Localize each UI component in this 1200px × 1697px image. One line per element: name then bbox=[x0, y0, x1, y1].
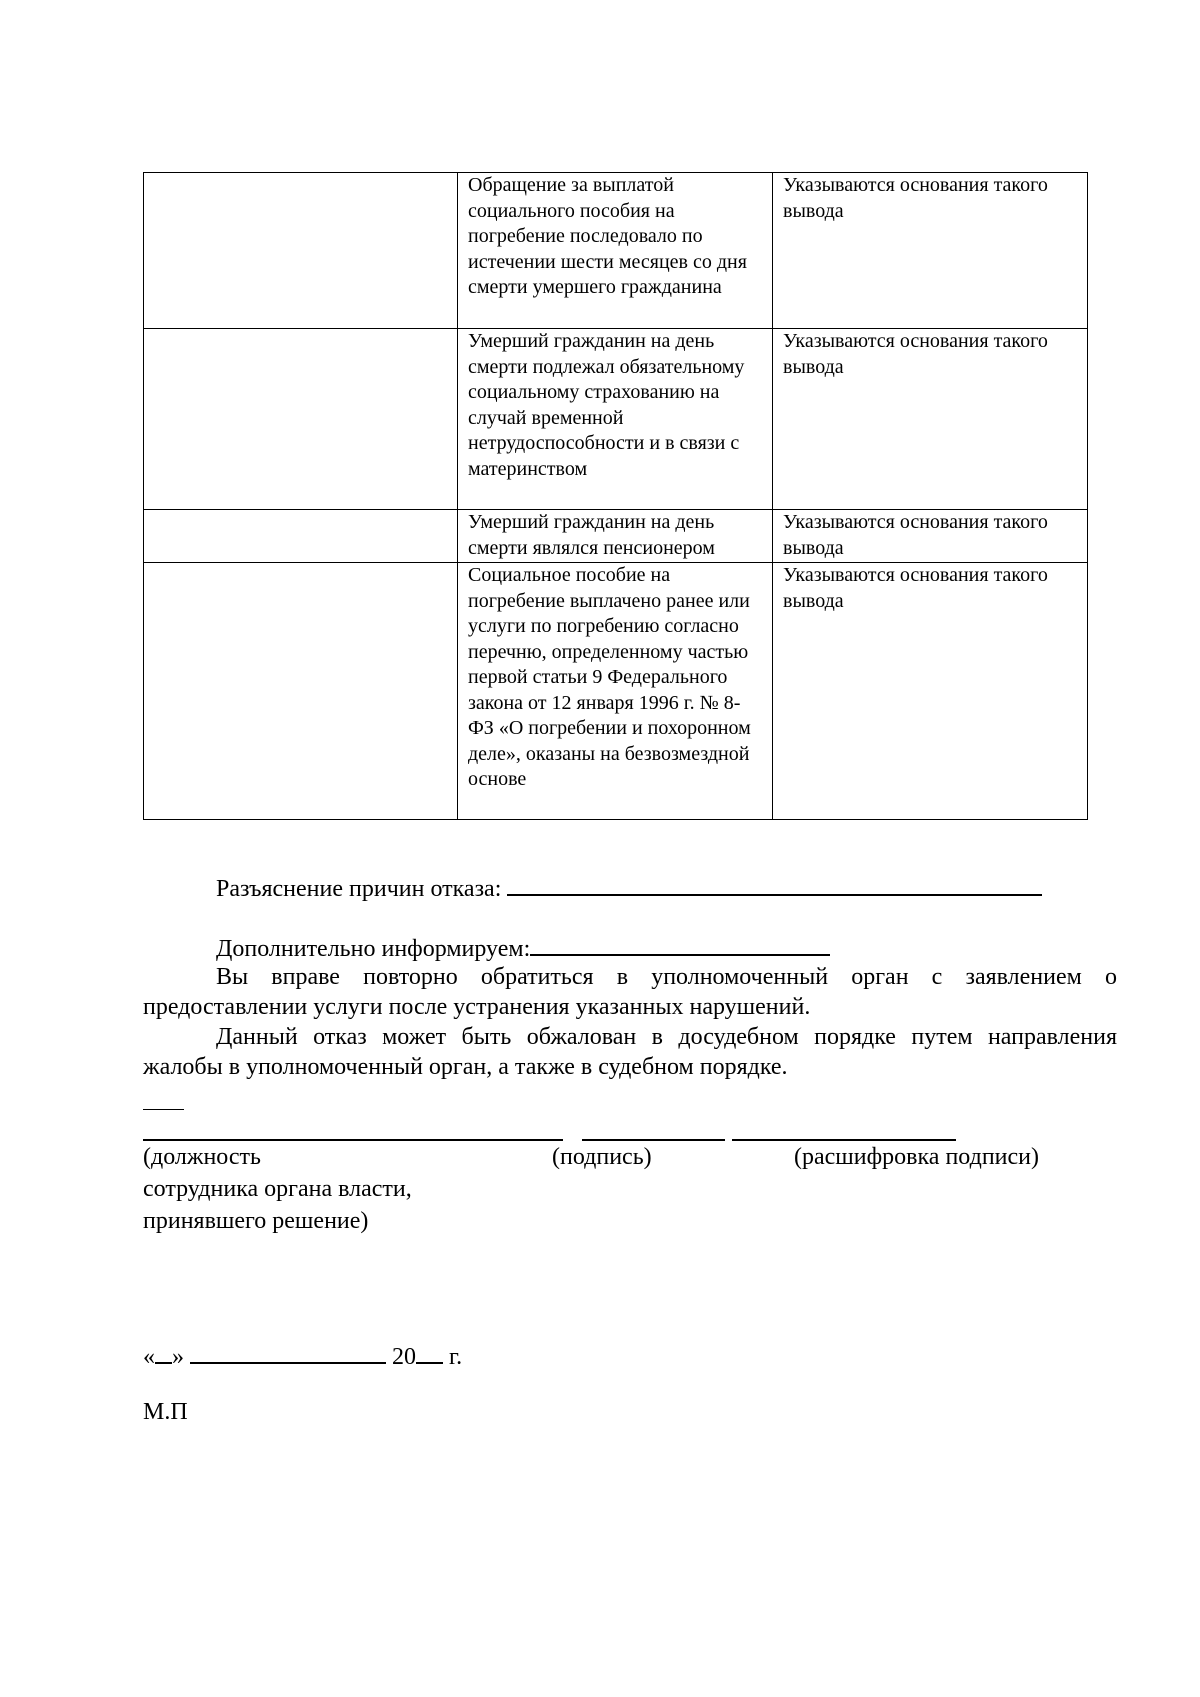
decoding-caption: (расшифровка подписи) bbox=[794, 1144, 1039, 1170]
position-caption bbox=[143, 1141, 412, 1237]
date-close-quote: » bbox=[172, 1344, 184, 1370]
table-cell-empty bbox=[144, 329, 458, 510]
date-row bbox=[143, 1340, 462, 1372]
refusal-explanation-row bbox=[216, 872, 1042, 904]
reapply-notice: Вы вправе повторно обратиться в уполномоченный орган с заявлением о предоставлении услуги после устранения указанных нарушений. bbox=[143, 964, 1117, 1020]
explanation-cell: Указываются основания такого вывода bbox=[773, 510, 1088, 563]
year-suffix: г. bbox=[449, 1344, 463, 1370]
reason-cell: Умерший гражданин на день смерти являлся пенсионером bbox=[458, 510, 773, 563]
date-open-quote: « bbox=[143, 1344, 155, 1370]
explanation-cell: Указываются основания такого вывода bbox=[773, 173, 1088, 329]
refusal-explanation-label: Разъяснение причин отказа: bbox=[216, 876, 502, 902]
reason-cell: Обращение за выплатой социального пособия на погребение последовало по истечении шести месяцев со дня смерти умершего гражданина bbox=[458, 173, 773, 329]
month-blank bbox=[190, 1340, 386, 1364]
table-row bbox=[144, 563, 1088, 820]
additional-info-blank bbox=[530, 932, 830, 956]
table-cell-empty bbox=[144, 563, 458, 820]
table-row bbox=[144, 173, 1088, 329]
signature-caption: (подпись) bbox=[552, 1144, 652, 1170]
additional-info-label: Дополнительно информируем: bbox=[216, 936, 531, 962]
table-cell-empty bbox=[144, 510, 458, 563]
explanation-cell: Указываются основания такого вывода bbox=[773, 563, 1088, 820]
day-blank bbox=[155, 1340, 172, 1364]
position-caption-line: принявшего решение) bbox=[143, 1208, 369, 1234]
explanation-cell: Указываются основания такого вывода bbox=[773, 329, 1088, 510]
position-caption-line: (должность bbox=[143, 1144, 261, 1170]
refusal-explanation-blank bbox=[507, 872, 1042, 896]
table-cell-empty bbox=[144, 173, 458, 329]
position-caption-line: сотрудника органа власти, bbox=[143, 1176, 412, 1202]
year-prefix: 20 bbox=[392, 1344, 416, 1370]
short-rule bbox=[143, 1109, 184, 1110]
table-row bbox=[144, 329, 1088, 510]
stamp-place-label: М.П bbox=[143, 1399, 188, 1425]
table-row bbox=[144, 510, 1088, 563]
refusal-reasons-table bbox=[143, 172, 1088, 820]
additional-info-row bbox=[216, 932, 830, 964]
year-blank bbox=[416, 1340, 443, 1364]
appeal-notice: Данный отказ может быть обжалован в досудебном порядке путем направления жалобы в уполномоченный орган, а также в судебном порядке. bbox=[143, 1024, 1117, 1080]
reason-cell: Умерший гражданин на день смерти подлежал обязательному социальному страхованию на случай временной нетрудоспособности и в связи с материнством bbox=[458, 329, 773, 510]
reason-cell: Социальное пособие на погребение выплачено ранее или услуги по погребению согласно перечню, определенному частью первой статьи 9 Федерального закона от 12 января 1996 г. № 8-ФЗ «О погребении и похоронном деле», оказаны на безвозмездной основе bbox=[458, 563, 773, 820]
